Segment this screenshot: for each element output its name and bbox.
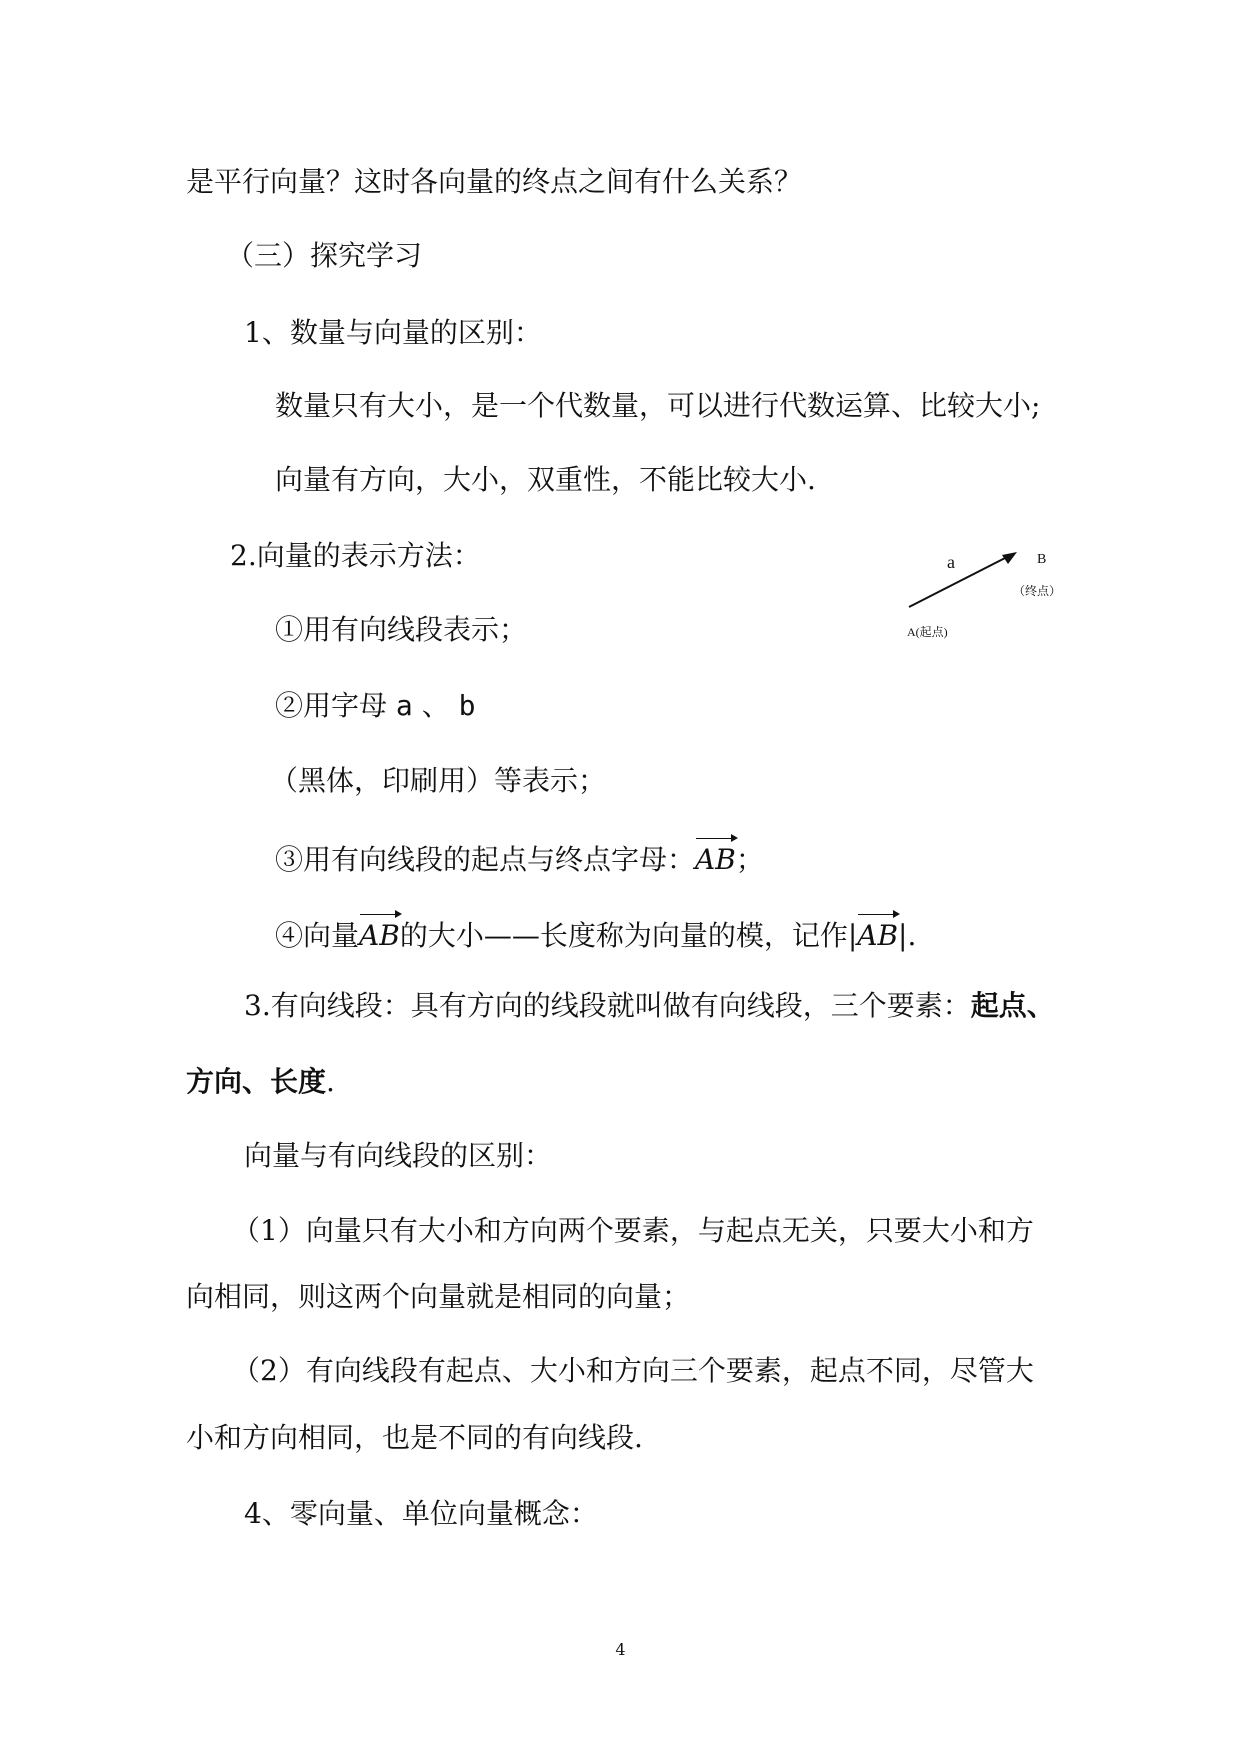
vector-diagram [905, 540, 1085, 650]
repr-4-mid: 的大小——长度称为向量的模，记作| [399, 919, 858, 952]
vector-ab-symbol: AB [857, 914, 898, 954]
section-heading-explore: （三）探究学习 [226, 239, 423, 272]
item-2-heading: 2.向量的表示方法： [230, 539, 481, 572]
text-line-repr-2 [275, 688, 475, 724]
text-line-vector: 向量有方向，大小，双重性，不能比较大小. [275, 463, 816, 496]
text-line-diff-2-cont: 小和方向相同，也是不同的有向线段. [186, 1421, 643, 1454]
item-4-heading: 4、零向量、单位向量概念： [244, 1497, 598, 1530]
item-3-heading [244, 988, 1055, 1024]
figure-label-start: A(起点) [907, 625, 948, 639]
vector-ab-symbol: AB [359, 914, 400, 954]
text-line-diff-2: （2）有向线段有起点、大小和方向三个要素，起点不同，尽管大 [232, 1354, 1034, 1387]
letter-b: b [458, 689, 476, 722]
text-line-repr-1: ①用有向线段表示； [275, 613, 528, 646]
item-3-continued [186, 1064, 335, 1100]
text-line-diff-1-cont: 向相同，则这两个向量就是相同的向量； [186, 1280, 691, 1313]
repr-3-suffix: ； [735, 843, 764, 876]
text-line-1: 是平行向量？这时各向量的终点之间有什么关系？ [186, 165, 803, 198]
repr-4-suffix: |. [898, 919, 917, 952]
letter-a: a [395, 689, 413, 722]
repr-3-prefix: ③用有向线段的起点与终点字母： [275, 843, 696, 876]
page-number: 4 [615, 1640, 626, 1659]
repr-2-prefix: ②用字母 [275, 689, 388, 722]
item-3-bold: 起点、 [970, 989, 1055, 1022]
figure-label-a: a [947, 552, 955, 572]
text-line-difference: 向量与有向线段的区别： [244, 1139, 553, 1172]
figure-label-b: B [1037, 552, 1047, 567]
item-3-text: 3.有向线段：具有方向的线段就叫做有向线段，三个要素： [244, 989, 971, 1022]
text-line-repr-3 [275, 838, 764, 878]
text-line-repr-4 [275, 914, 916, 954]
text-line-quantity: 数量只有大小，是一个代数量，可以进行代数运算、比较大小; [275, 389, 1041, 422]
figure-label-end: （终点） [1013, 584, 1062, 598]
text-line-diff-1: （1）向量只有大小和方向两个要素，与起点无关，只要大小和方 [232, 1214, 1034, 1247]
repr-4-prefix: ④向量 [275, 919, 360, 952]
item-1-heading: 1、数量与向量的区别： [244, 316, 542, 349]
item-3-bold-continued: 方向、长度 [186, 1065, 327, 1098]
vector-ab-symbol: AB [695, 838, 736, 878]
item-3-end: . [326, 1065, 335, 1098]
letter-separator: 、 [421, 689, 450, 722]
text-line-repr-2-note: （黑体，印刷用）等表示； [270, 764, 607, 797]
